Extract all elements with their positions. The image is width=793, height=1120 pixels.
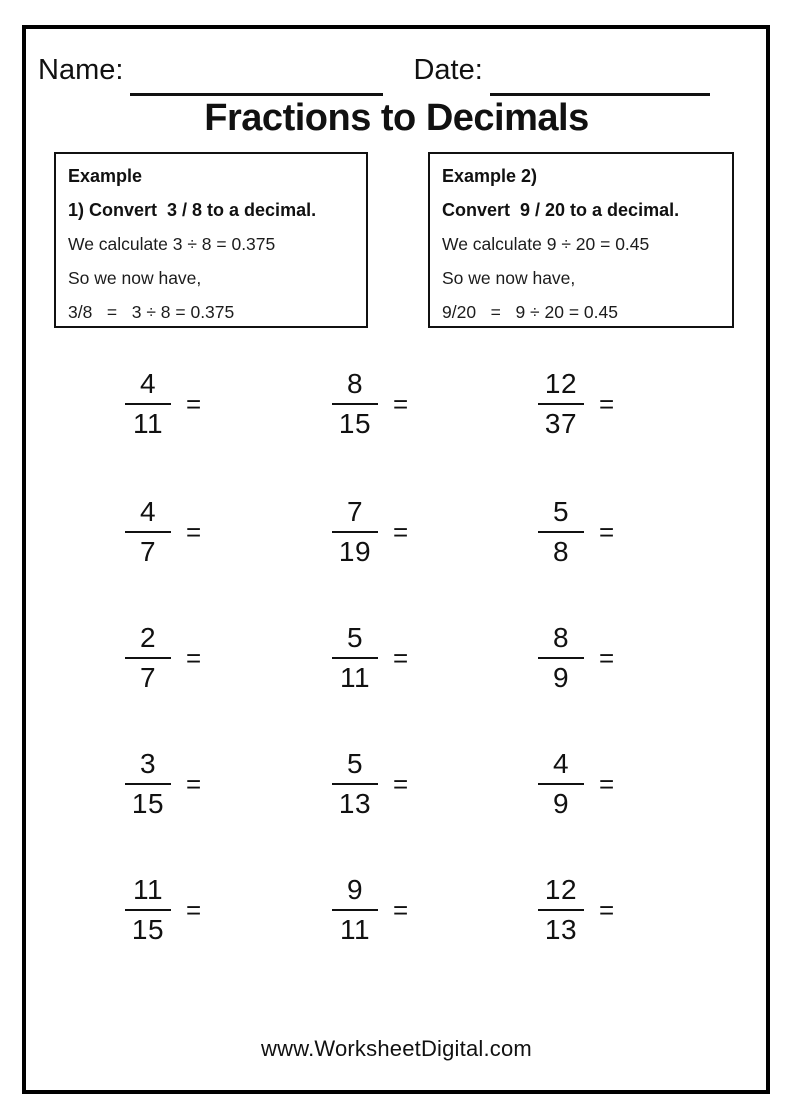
fraction-problem-12 <box>538 745 614 823</box>
fraction-problem-4 <box>125 493 201 571</box>
equals-sign: = <box>186 642 202 673</box>
fraction-denominator: 8 <box>552 536 570 567</box>
fraction-denominator: 11 <box>339 914 371 945</box>
fraction-denominator: 13 <box>338 788 372 819</box>
example-box-1 <box>54 152 368 328</box>
equals-sign: = <box>393 894 409 925</box>
example-1-result: 3/8 = 3 ÷ 8 = 0.375 <box>68 302 235 322</box>
fraction-denominator: 19 <box>338 536 372 567</box>
fraction-problem-9 <box>538 619 614 697</box>
equals-sign: = <box>186 388 202 419</box>
fraction-problem-10 <box>125 745 201 823</box>
fraction-numerator: 7 <box>346 496 364 527</box>
fraction-numerator: 5 <box>346 622 364 653</box>
fraction <box>538 368 584 440</box>
fraction-bar <box>332 783 378 785</box>
equals-sign: = <box>599 388 615 419</box>
fraction-numerator: 4 <box>139 368 157 399</box>
fraction-numerator: 8 <box>346 368 364 399</box>
fraction-denominator: 15 <box>338 408 372 439</box>
example-1-heading: Example <box>68 166 143 186</box>
fraction-bar <box>538 783 584 785</box>
fraction-denominator: 7 <box>139 662 157 693</box>
fraction <box>332 748 378 820</box>
equals-sign: = <box>599 516 615 547</box>
equals-sign: = <box>393 388 409 419</box>
fraction-problem-11 <box>332 745 408 823</box>
fraction-bar <box>125 909 171 911</box>
fraction-problem-14 <box>332 871 408 949</box>
header <box>38 48 710 88</box>
fraction-bar <box>538 531 584 533</box>
fraction-denominator: 13 <box>544 914 578 945</box>
fraction <box>538 874 584 946</box>
fraction-bar <box>125 657 171 659</box>
equals-sign: = <box>599 642 615 673</box>
fraction-bar <box>332 657 378 659</box>
fraction-problem-13 <box>125 871 201 949</box>
fraction-numerator: 4 <box>552 748 570 779</box>
fraction-bar <box>332 403 378 405</box>
fraction-bar <box>538 909 584 911</box>
fraction-numerator: 4 <box>139 496 157 527</box>
fraction-bar <box>125 403 171 405</box>
equals-sign: = <box>186 768 202 799</box>
fraction-problem-8 <box>332 619 408 697</box>
fraction-denominator: 7 <box>139 536 157 567</box>
example-1-instruction: 1) Convert 3 / 8 to a decimal. <box>68 200 317 220</box>
fraction-numerator: 12 <box>544 368 578 399</box>
fraction-problem-3 <box>538 365 614 443</box>
name-label: Name: <box>38 54 124 86</box>
website-footer: www.WorksheetDigital.com <box>261 1036 532 1061</box>
fraction-problem-5 <box>332 493 408 571</box>
example-2-step2: So we now have, <box>442 268 576 288</box>
fraction <box>538 496 584 568</box>
fraction-denominator: 15 <box>131 788 165 819</box>
example-2-result: 9/20 = 9 ÷ 20 = 0.45 <box>442 302 618 322</box>
page-title: Fractions to Decimals <box>204 97 589 139</box>
fraction <box>538 748 584 820</box>
fraction <box>332 496 378 568</box>
fraction-numerator: 8 <box>552 622 570 653</box>
equals-sign: = <box>186 516 202 547</box>
fraction-bar <box>538 403 584 405</box>
example-2-step1: We calculate 9 ÷ 20 = 0.45 <box>442 234 650 254</box>
fraction-denominator: 9 <box>552 662 570 693</box>
fraction <box>332 622 378 694</box>
equals-sign: = <box>186 894 202 925</box>
examples-row <box>54 152 734 328</box>
example-2-heading: Example 2) <box>442 166 538 186</box>
fraction-problem-1 <box>125 365 201 443</box>
fraction <box>125 622 171 694</box>
fraction-problem-6 <box>538 493 614 571</box>
fraction-problem-2 <box>332 365 408 443</box>
fraction <box>125 368 171 440</box>
fraction <box>332 368 378 440</box>
fraction <box>125 496 171 568</box>
fraction-bar <box>125 783 171 785</box>
fraction-numerator: 11 <box>132 874 164 905</box>
date-label: Date: <box>413 54 483 86</box>
fraction-denominator: 9 <box>552 788 570 819</box>
fraction <box>125 748 171 820</box>
equals-sign: = <box>393 516 409 547</box>
fraction-denominator: 11 <box>132 408 164 439</box>
date-line <box>490 76 710 96</box>
fraction-denominator: 11 <box>339 662 371 693</box>
example-2-instruction: Convert 9 / 20 to a decimal. <box>442 200 680 220</box>
name-line <box>130 76 383 96</box>
fraction-numerator: 3 <box>139 748 157 779</box>
equals-sign: = <box>599 768 615 799</box>
fraction <box>538 622 584 694</box>
example-1-step2: So we now have, <box>68 268 202 288</box>
fraction-numerator: 5 <box>552 496 570 527</box>
fraction-denominator: 15 <box>131 914 165 945</box>
equals-sign: = <box>393 642 409 673</box>
equals-sign: = <box>599 894 615 925</box>
equals-sign: = <box>393 768 409 799</box>
example-1-step1: We calculate 3 ÷ 8 = 0.375 <box>68 234 276 254</box>
fraction <box>332 874 378 946</box>
example-box-2 <box>428 152 734 328</box>
fraction-bar <box>125 531 171 533</box>
fraction-problem-7 <box>125 619 201 697</box>
fraction <box>125 874 171 946</box>
fraction-problem-15 <box>538 871 614 949</box>
fraction-numerator: 12 <box>544 874 578 905</box>
fraction-bar <box>538 657 584 659</box>
fraction-bar <box>332 909 378 911</box>
fraction-bar <box>332 531 378 533</box>
fraction-denominator: 37 <box>544 408 578 439</box>
fraction-numerator: 2 <box>139 622 157 653</box>
fraction-numerator: 9 <box>346 874 364 905</box>
fraction-numerator: 5 <box>346 748 364 779</box>
